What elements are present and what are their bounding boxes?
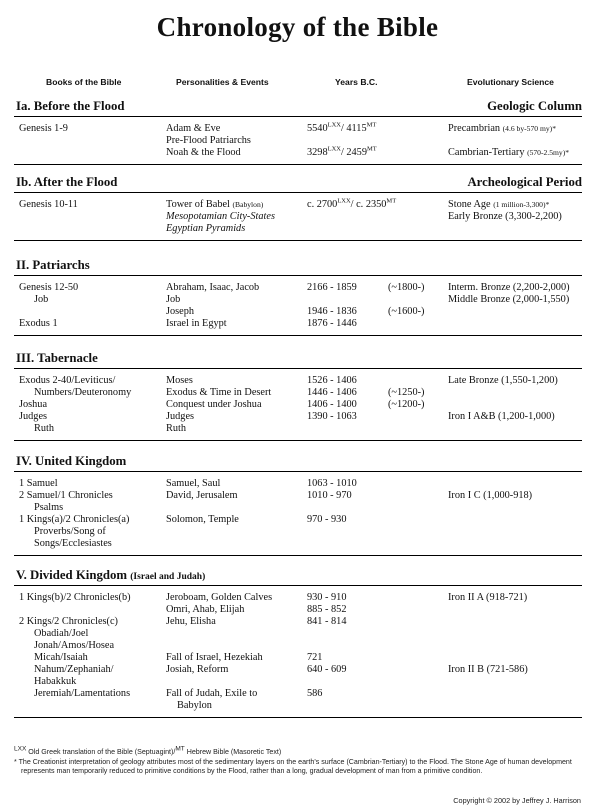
years-cell — [307, 592, 346, 604]
column-header-science: Evolutionary Science — [467, 77, 554, 87]
book-cell: 2 Kings/2 Chronicles(c) — [19, 616, 118, 627]
years-text: 3298 — [307, 147, 328, 158]
section-divider — [14, 440, 582, 441]
years-sup: LXX — [337, 197, 351, 205]
section-title-text: Ib. After the Flood — [16, 175, 118, 189]
event-text: Fall of Judah, Exile to — [166, 688, 258, 699]
event-cell — [166, 514, 239, 526]
section-title-text: II. Patriarchs — [16, 258, 90, 272]
event-text: Ruth — [166, 423, 187, 434]
book-cell: 1 Kings(a)/2 Chronicles(a) — [19, 514, 130, 525]
book-cell: Exodus 1 — [19, 318, 58, 329]
years-text: 1406 - 1400 — [307, 399, 357, 410]
years-alt: (~1250-) — [388, 387, 425, 398]
table-row — [14, 399, 582, 411]
event-cell — [166, 604, 244, 616]
section-title-text: V. Divided Kingdom — [16, 568, 128, 582]
science-text: Iron II A (918-721) — [448, 592, 528, 603]
years-text: 970 - 930 — [307, 514, 347, 525]
table-row — [14, 135, 582, 147]
event-text: Exodus & Time in Desert — [166, 387, 272, 398]
event-italic: Mesopotamian City-States — [166, 211, 275, 222]
science-text: Iron I C (1,000-918) — [448, 490, 533, 501]
science-cell — [448, 411, 555, 423]
table-row — [14, 282, 582, 294]
section — [14, 452, 582, 549]
section-divider — [14, 240, 582, 241]
section-period-heading: Archeological Period — [467, 175, 582, 189]
table-row — [14, 664, 582, 676]
science-text: Stone Age — [448, 199, 491, 210]
years-text: 2166 - 1859 — [307, 282, 357, 293]
event-text: Joseph — [166, 306, 195, 317]
section-header — [14, 452, 582, 472]
book-cell: Micah/Isaiah — [34, 652, 88, 663]
section — [14, 173, 582, 234]
section — [14, 256, 582, 329]
years-text: 640 - 609 — [307, 664, 347, 675]
table-row — [14, 199, 582, 211]
table-row — [14, 423, 582, 435]
science-note: (4.6 by-570 my)* — [502, 124, 556, 133]
event-cell — [166, 688, 257, 700]
section — [14, 566, 582, 711]
section-title-sub: (Israel and Judah) — [130, 572, 206, 582]
event-cell — [166, 294, 180, 306]
table-row — [14, 375, 582, 387]
science-text: Precambrian — [448, 123, 501, 134]
column-header-personalities: Personalities & Events — [176, 77, 269, 87]
copyright: Copyright © 2002 by Jeffrey J. Harrison — [453, 796, 581, 805]
years-cell — [307, 411, 357, 423]
event-note: (Babylon) — [232, 200, 264, 209]
years-cell — [307, 147, 377, 159]
event-cell — [166, 411, 194, 423]
science-cell — [448, 592, 527, 604]
event-cell — [166, 399, 262, 411]
section-period-heading: Geologic Column — [487, 99, 582, 113]
book-cell: 1 Samuel — [19, 478, 58, 489]
event-cell — [166, 223, 245, 235]
event-text: Jeroboam, Golden Calves — [166, 592, 273, 603]
years-cell — [307, 490, 352, 502]
book-cell: Judges — [19, 411, 48, 422]
table-row — [14, 604, 582, 616]
event-cell — [166, 616, 216, 628]
event-cell — [166, 123, 220, 135]
section-title — [16, 258, 90, 273]
years-sup: MT — [366, 121, 377, 129]
book-cell: Genesis 1-9 — [19, 123, 68, 134]
table-row — [14, 490, 582, 502]
section-header — [14, 566, 582, 586]
years-text: 930 - 910 — [307, 592, 347, 603]
years-sup: MT — [386, 197, 397, 205]
event-text: Pre-Flood Patriarchs — [166, 135, 251, 146]
footnote-creationist: * The Creationist interpretation of geology attributes most of the sedimentary layers on the earth's surface (Cambrian-Tertiary) to the Flood. The Stone Age of human development represents man temporarily reduced to primitive conditions by the Flood, rather than a long, gradual development of man from a primitive condition. — [14, 757, 572, 776]
event-text: Abraham, Isaac, Jacob — [166, 282, 260, 293]
years-text: 885 - 852 — [307, 604, 347, 615]
years-sup: LXX — [327, 121, 341, 129]
table-row — [14, 514, 582, 526]
event-cell — [166, 387, 271, 399]
science-text: Late Bronze (1,550-1,200) — [448, 375, 558, 386]
years-text: 1063 - 1010 — [307, 478, 357, 489]
table-row — [14, 592, 582, 604]
years-alt: (~1200-) — [388, 399, 425, 410]
science-cell — [448, 147, 569, 159]
book-cell: Genesis 10-11 — [19, 199, 78, 210]
table-row — [14, 478, 582, 490]
table-row — [14, 700, 582, 712]
table-row — [14, 223, 582, 235]
event-text: Judges — [166, 411, 195, 422]
section-title — [16, 568, 205, 583]
years-cell — [307, 514, 346, 526]
event-text: Adam & Eve — [166, 123, 221, 134]
table-row — [14, 526, 582, 538]
years-alt: (~1800-) — [388, 282, 425, 293]
years-text: 1946 - 1836 — [307, 306, 357, 317]
section-header — [14, 256, 582, 276]
table-row — [14, 387, 582, 399]
years-text: c. 2700 — [307, 199, 338, 210]
book-cell: Psalms — [34, 502, 64, 513]
years-text: 1876 - 1446 — [307, 318, 357, 329]
book-cell: Jeremiah/Lamentations — [34, 688, 131, 699]
event-cell — [166, 652, 263, 664]
book-cell: Genesis 12-50 — [19, 282, 79, 293]
years-text: 5540 — [307, 123, 328, 134]
science-text: Iron II B (721-586) — [448, 664, 528, 675]
event-text: Samuel, Saul — [166, 478, 221, 489]
science-text: Cambrian-Tertiary — [448, 147, 525, 158]
event-cell — [166, 147, 241, 159]
science-cell — [448, 282, 570, 294]
years-cell — [307, 652, 322, 664]
science-note: (570-2.5my)* — [527, 148, 570, 157]
science-note: (1 million-3,300)* — [493, 200, 550, 209]
event-text: David, Jerusalem — [166, 490, 238, 501]
science-text: Iron I A&B (1,200-1,000) — [448, 411, 555, 422]
years-text: 1390 - 1063 — [307, 411, 357, 422]
science-cell — [448, 123, 556, 135]
table-row — [14, 306, 582, 318]
event-cell — [166, 423, 186, 435]
years-alt: (~1600-) — [388, 306, 425, 317]
section-divider — [14, 164, 582, 165]
book-cell: Nahum/Zephaniah/ — [34, 664, 114, 675]
book-cell: Habakkuk — [34, 676, 77, 687]
event-text: Tower of Babel — [166, 199, 230, 210]
event-text: Noah & the Flood — [166, 147, 241, 158]
event-cell — [166, 490, 238, 502]
section-divider — [14, 555, 582, 556]
years-cell — [307, 199, 396, 211]
section — [14, 97, 582, 158]
column-header-books: Books of the Bible — [46, 77, 122, 87]
event-text: Israel in Egypt — [166, 318, 227, 329]
event-cell — [177, 700, 212, 712]
event-cell — [166, 282, 259, 294]
years-cell — [307, 604, 346, 616]
science-text: Middle Bronze (2,000-1,550) — [448, 294, 570, 305]
event-cell — [166, 664, 228, 676]
years-text: / 4115 — [340, 123, 367, 134]
years-cell — [307, 688, 322, 700]
event-cell — [166, 592, 272, 604]
book-cell: Exodus 2-40/Leviticus/ — [19, 375, 116, 386]
event-text: Moses — [166, 375, 193, 386]
book-cell: 1 Kings(b)/2 Chronicles(b) — [19, 592, 131, 603]
book-cell: Numbers/Deuteronomy — [34, 387, 132, 398]
years-text: 1010 - 970 — [307, 490, 352, 501]
years-sup: LXX — [327, 145, 341, 153]
section-title-text: III. Tabernacle — [16, 351, 98, 365]
book-cell: Songs/Ecclesiastes — [34, 538, 112, 549]
book-cell: Jonah/Amos/Hosea — [34, 640, 115, 651]
book-cell: 2 Samuel/1 Chronicles — [19, 490, 113, 501]
years-text: 721 — [307, 652, 323, 663]
event-text: Solomon, Temple — [166, 514, 239, 525]
science-cell — [448, 664, 528, 676]
years-text: 586 — [307, 688, 323, 699]
footnote-lxx-mt: $^{LXX}$ Old Greek translation of the Bible (Septuagint)/$^{MT}$ Hebrew Bible (Masoretic Text) — [14, 745, 282, 756]
table-row — [14, 147, 582, 159]
event-cell — [166, 199, 263, 211]
column-header-years: Years B.C. — [335, 77, 378, 87]
years-cell — [307, 664, 346, 676]
event-text: Conquest under Joshua — [166, 399, 262, 410]
section-title — [16, 99, 125, 114]
table-row — [14, 211, 582, 223]
table-row — [14, 294, 582, 306]
years-cell — [307, 399, 357, 411]
event-text: Jehu, Elisha — [166, 616, 216, 627]
table-row — [14, 502, 582, 514]
table-row — [14, 628, 582, 640]
table-row — [14, 318, 582, 330]
page-title: Chronology of the Bible — [156, 12, 439, 42]
science-cell — [448, 294, 569, 306]
years-text: 1526 - 1406 — [307, 375, 357, 386]
science-text: Interm. Bronze (2,200-2,000) — [448, 282, 570, 293]
section-title — [16, 175, 117, 190]
book-cell: Obadiah/Joel — [34, 628, 89, 639]
section — [14, 349, 582, 434]
table-row — [14, 652, 582, 664]
years-cell — [307, 123, 376, 135]
science-cell — [448, 490, 532, 502]
years-cell — [307, 616, 346, 628]
years-sup: MT — [366, 145, 377, 153]
book-cell: Job — [34, 294, 49, 305]
years-text: 1446 - 1406 — [307, 387, 357, 398]
event-cell — [166, 375, 193, 387]
table-row — [14, 123, 582, 135]
years-text: 841 - 814 — [307, 616, 347, 627]
book-cell: Ruth — [34, 423, 55, 434]
years-cell — [307, 282, 357, 294]
science-text: Early Bronze (3,300-2,200) — [448, 211, 562, 222]
years-text: / c. 2350 — [350, 199, 387, 210]
event-cell — [166, 318, 227, 330]
science-cell — [448, 375, 558, 387]
section-title-text: IV. United Kingdom — [16, 454, 127, 468]
table-row — [14, 688, 582, 700]
years-text: / 2459 — [340, 147, 367, 158]
table-row — [14, 411, 582, 423]
table-row — [14, 640, 582, 652]
table-row — [14, 676, 582, 688]
event-cell — [166, 478, 220, 490]
section-divider — [14, 717, 582, 718]
event-text: Job — [166, 294, 181, 305]
event-cell — [166, 306, 194, 318]
years-cell — [307, 387, 357, 399]
science-cell — [448, 199, 549, 211]
years-cell — [307, 318, 357, 330]
years-cell — [307, 375, 357, 387]
section-divider — [14, 335, 582, 336]
book-cell: Proverbs/Song of — [34, 526, 106, 537]
section-title — [16, 351, 98, 366]
footnotes — [14, 745, 586, 777]
event-text: Babylon — [177, 700, 212, 711]
years-cell — [307, 478, 357, 490]
event-text: Josiah, Reform — [166, 664, 229, 675]
section-header — [14, 173, 582, 193]
table-row — [14, 538, 582, 550]
section-title — [16, 454, 126, 469]
section-title-text: Ia. Before the Flood — [16, 99, 125, 113]
event-text: Fall of Israel, Hezekiah — [166, 652, 263, 663]
section-header — [14, 97, 582, 117]
event-cell — [166, 135, 251, 147]
section-header — [14, 349, 582, 369]
science-cell — [448, 211, 562, 223]
event-italic: Egyptian Pyramids — [166, 223, 246, 234]
book-cell: Joshua — [19, 399, 48, 410]
event-text: Omri, Ahab, Elijah — [166, 604, 245, 615]
years-cell — [307, 306, 357, 318]
table-row — [14, 616, 582, 628]
event-cell — [166, 211, 275, 223]
